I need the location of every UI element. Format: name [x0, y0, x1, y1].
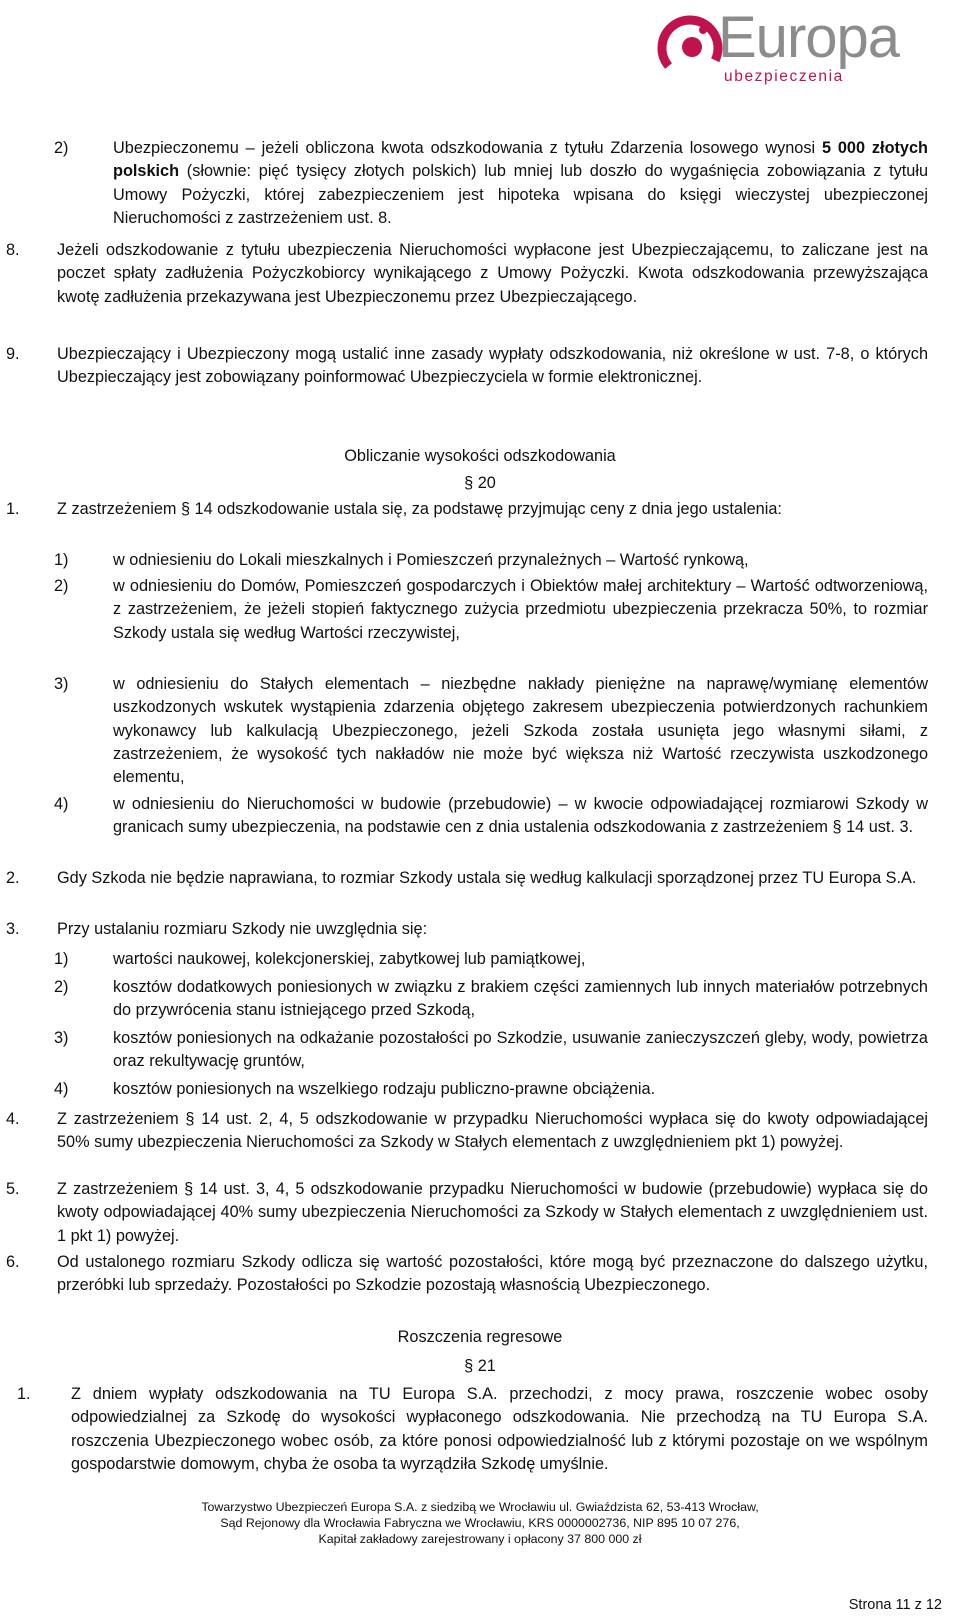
paragraph-text: Z zastrzeżeniem § 14 ust. 2, 4, 5 odszkodowanie w przypadku Nieruchomości wypłaca się do kwoty odpowiadającej 50% sumy ubezpieczenia Nieruchomości za Szkody w Stałych elementach z uwzględnieniem pkt 1) powyżej.: [57, 1110, 928, 1152]
item-number: 3): [54, 675, 69, 693]
item-text: kosztów poniesionych na wszelkiego rodzaju publiczno-prawne obciążenia.: [113, 1080, 656, 1098]
item-text: w odniesieniu do Nieruchomości w budowie (przebudowie) – w kwocie odpowiadającej rozmiarowi Szkody w granicach sumy ubezpieczenia, na podstawie cen z dnia ustalenia odszkodowania z zastrzeżeniem § 14 ust. 3.: [113, 795, 928, 837]
footer-registry-line: Sąd Rejonowy dla Wrocławia Fabryczna we Wrocławiu, KRS 0000002736, NIP 895 10 07 276,: [220, 1516, 740, 1530]
paragraph-number: 6.: [6, 1253, 20, 1271]
item-number: 2): [54, 139, 69, 157]
paragraph-number: 9.: [6, 345, 20, 363]
item-text: w odniesieniu do Lokali mieszkalnych i Pomieszczeń przynależnych – Wartość rynkową,: [113, 551, 749, 569]
item-number: 2): [54, 577, 69, 595]
section-number: § 20: [464, 474, 496, 492]
footer-capital-line: Kapitał zakładowy zarejestrowany i opłacony 37 800 000 zł: [318, 1532, 642, 1546]
item-text: wartości naukowej, kolekcjonerskiej, zabytkowej lub pamiątkowej,: [113, 950, 586, 968]
item-text: w odniesieniu do Domów, Pomieszczeń gospodarczych i Obiektów małej architektury – Wartość odtworzeniową, z zastrzeżeniem, że jeżeli stopień faktycznego zużycia przedmiotu ubezpieczenia przekracza 50%, to rozmiar Szkody ustala się według Wartości rzeczywistej,: [113, 577, 928, 642]
paragraph-text: Ubezpieczający i Ubezpieczony mogą ustalić inne zasady wypłaty odszkodowania, niż określone w ust. 7-8, o których Ubezpieczający jest zobowiązany poinformować Ubezpieczyciela w formie elektronicznej.: [57, 345, 928, 387]
logo-swirl-icon: [656, 14, 724, 82]
logo-wordmark: Europa: [718, 5, 900, 70]
paragraph-number: 2.: [6, 869, 20, 887]
paragraph-number: 1.: [6, 500, 20, 518]
section-title: Obliczanie wysokości odszkodowania: [344, 447, 616, 465]
paragraph-text: Gdy Szkoda nie będzie naprawiana, to rozmiar Szkody ustala się według kalkulacji sporządzonej przez TU Europa S.A.: [57, 869, 917, 887]
paragraph-number: 3.: [6, 920, 20, 938]
item-number: 4): [54, 1080, 69, 1098]
item-text: w odniesieniu do Stałych elementach – niezbędne nakłady pieniężne na naprawę/wymianę elementów uszkodzonych wskutek wystąpienia zdarzenia objętego zakresem ubezpieczenia potwierdzonych rachunkiem wykonawcy lub kalkulacją Ubezpieczonego, jeżeli Szkoda została usunięta jego własnymi siłami, z zastrzeżeniem, że wysokość tych nakładów nie może być większa niż Wartość rzeczywista uszkodzonego elementu,: [113, 675, 928, 787]
bold-amount: 5 000 złotych polskich: [113, 139, 928, 181]
paragraph-text: Przy ustalaniu rozmiaru Szkody nie uwzględnia się:: [57, 920, 428, 938]
item-number: 1): [54, 950, 69, 968]
section-title: Roszczenia regresowe: [397, 1328, 563, 1346]
section-number: § 21: [464, 1357, 496, 1375]
paragraph-text: Z zastrzeżeniem § 14 ust. 3, 4, 5 odszkodowanie przypadku Nieruchomości w budowie (przebudowie) wypłaca się do kwoty odpowiadającej 40% sumy ubezpieczenia Nieruchomości za Szkody w Stałych elementach z uwzględnieniem ust. 1 pkt 1) powyżej.: [57, 1180, 928, 1245]
page-number: Strona 11 z 12: [848, 1597, 942, 1613]
footer-company-line: Towarzystwo Ubezpieczeń Europa S.A. z siedzibą we Wrocławiu ul. Gwiaździsta 62, 53-413 Wrocław,: [201, 1500, 759, 1514]
europa-logo: [656, 5, 946, 88]
paragraph-text: Od ustalonego rozmiaru Szkody odlicza się wartość pozostałości, które mogą być przeznaczone do dalszego użytku, przeróbki lub sprzedaży. Pozostałości po Szkodzie pozostają własnością Ubezpieczonego.: [57, 1253, 928, 1295]
item-text: kosztów dodatkowych poniesionych w związku z brakiem części zamiennych lub innych materiałów potrzebnych do przywrócenia stanu istniejącego przed Szkodą,: [113, 978, 928, 1020]
item-number: 4): [54, 795, 69, 813]
paragraph-number: 1.: [17, 1385, 31, 1403]
paragraph-number: 4.: [6, 1110, 20, 1128]
item-text: Ubezpieczonemu – jeżeli obliczona kwota odszkodowania z tytułu Zdarzenia losowego wynosi 5 000 złotych polskich (słownie: pięć tysięcy złotych polskich) lub mniej lub doszło do wygaśnięcia zobowiązania z tytułu Umowy Pożyczki, której zabezpieczeniem jest hipoteka wpisana do księgi wieczystej ubezpieczonej Nieruchomości z zastrzeżeniem ust. 8.: [113, 139, 928, 227]
paragraph-number: 8.: [6, 241, 20, 259]
paragraph-text: Jeżeli odszkodowanie z tytułu ubezpieczenia Nieruchomości wypłacone jest Ubezpieczającemu, to zaliczane jest na poczet spłaty zadłużenia Pożyczkobiorcy wynikającego z Umowy Pożyczki. Kwota odszkodowania przewyższająca kwotę zadłużenia przekazywana jest Ubezpieczonemu przez Ubezpieczającego.: [57, 241, 928, 306]
paragraph-number: 5.: [6, 1180, 20, 1198]
item-number: 1): [54, 551, 69, 569]
logo-subtitle: ubezpieczenia: [724, 68, 844, 85]
item-text: kosztów poniesionych na odkażanie pozostałości po Szkodzie, usuwanie zanieczyszczeń gleby, wody, powietrza oraz rekultywację gruntów,: [113, 1029, 928, 1071]
item-number: 3): [54, 1029, 69, 1047]
paragraph-text: Z dniem wypłaty odszkodowania na TU Europa S.A. przechodzi, z mocy prawa, roszczenie wobec osoby odpowiedzialnej za Szkodę do wysokości wypłaconego odszkodowania. Nie przechodzą na TU Europa S.A. roszczenia Ubezpieczonego wobec osób, za które ponosi odpowiedzialność lub z którymi pozostaje on we wspólnym gospodarstwie domowym, chyba że osoba ta wyrządziła Szkodę umyślnie.: [71, 1385, 928, 1473]
paragraph-text: Z zastrzeżeniem § 14 odszkodowanie ustala się, za podstawę przyjmując ceny z dnia jego ustalenia:: [57, 500, 782, 518]
item-number: 2): [54, 978, 69, 996]
